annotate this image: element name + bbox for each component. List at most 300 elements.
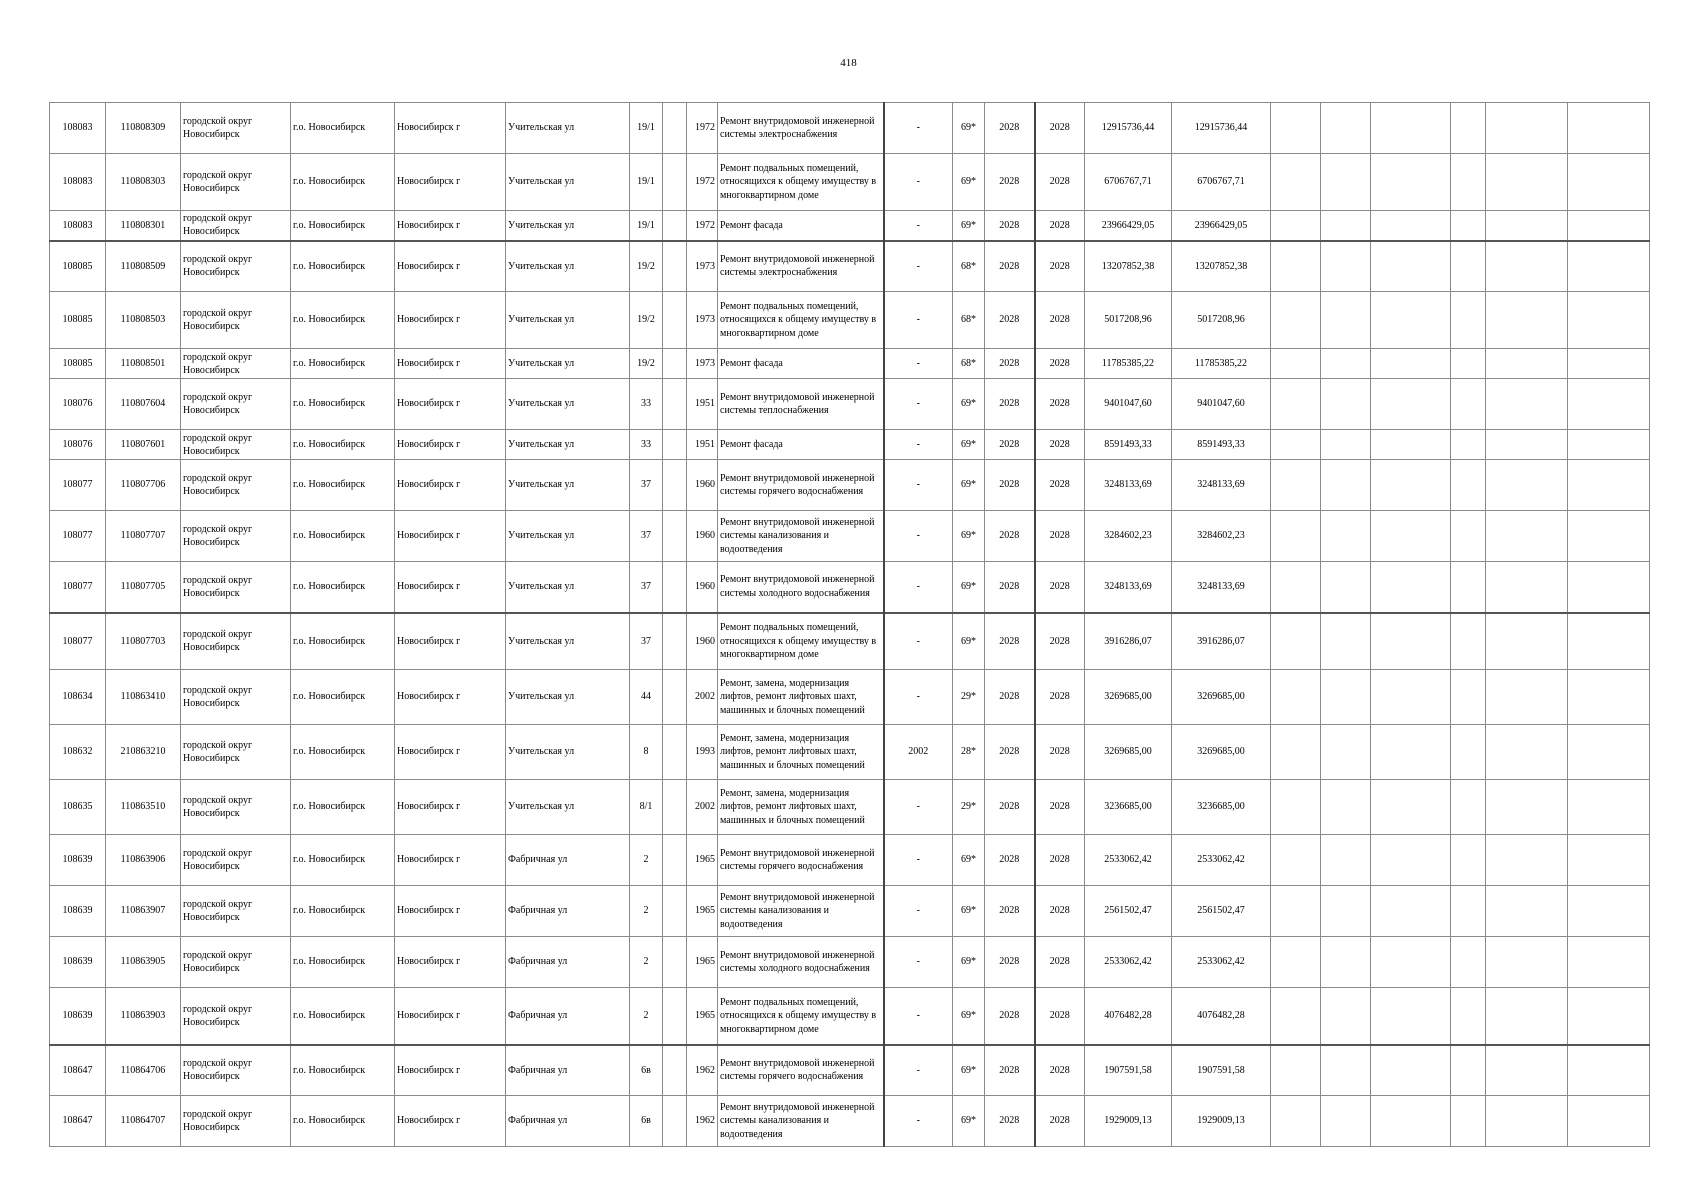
row-wear: 69* (953, 1096, 985, 1147)
row-house: 37 (630, 562, 663, 613)
row-locality: Новосибирск г (395, 511, 506, 562)
row-prev-overhaul-year: - (884, 988, 953, 1045)
row-work-type: Ремонт подвальных помещений, относящихся к общему имуществу в многоквартирном доме (718, 613, 884, 670)
row-blank-c (1321, 886, 1371, 937)
row-cost: 13207852,38 (1085, 241, 1172, 292)
row-district: городской округ Новосибирск (181, 562, 291, 613)
row-blank-f (1486, 349, 1568, 379)
row-street: Учительская ул (506, 349, 630, 379)
row-wear: 69* (953, 1045, 985, 1096)
row-prev-overhaul-year: - (884, 103, 953, 154)
row-id: 108083 (50, 211, 106, 241)
row-district: городской округ Новосибирск (181, 670, 291, 725)
row-district: городской округ Новосибирск (181, 1096, 291, 1147)
row-blank-g (1568, 511, 1650, 562)
row-house: 37 (630, 613, 663, 670)
row-total: 23966429,05 (1172, 211, 1271, 241)
row-cost: 3248133,69 (1085, 562, 1172, 613)
row-total: 3284602,23 (1172, 511, 1271, 562)
row-code: 110808301 (106, 211, 181, 241)
row-work-type: Ремонт внутридомовой инженерной системы горячего водоснабжения (718, 460, 884, 511)
row-street: Учительская ул (506, 154, 630, 211)
row-blank-b (1271, 292, 1321, 349)
row-blank-g (1568, 292, 1650, 349)
row-plan-end: 2028 (1035, 562, 1085, 613)
row-blank-e (1451, 460, 1486, 511)
row-plan-start: 2028 (985, 780, 1035, 835)
row-code: 110807706 (106, 460, 181, 511)
row-blank-b (1271, 1045, 1321, 1096)
row-total: 2561502,47 (1172, 886, 1271, 937)
row-blank-f (1486, 430, 1568, 460)
row-total: 2533062,42 (1172, 937, 1271, 988)
row-blank-d (1371, 937, 1451, 988)
row-blank-g (1568, 1096, 1650, 1147)
row-blank-f (1486, 103, 1568, 154)
row-code: 110808501 (106, 349, 181, 379)
row-blank-f (1486, 988, 1568, 1045)
row-house: 33 (630, 379, 663, 430)
row-prev-overhaul-year: - (884, 937, 953, 988)
row-year: 1960 (687, 460, 718, 511)
row-prev-overhaul-year: - (884, 562, 953, 613)
row-plan-end: 2028 (1035, 241, 1085, 292)
row-plan-start: 2028 (985, 349, 1035, 379)
row-blank-a (663, 613, 687, 670)
row-blank-d (1371, 613, 1451, 670)
row-locality: Новосибирск г (395, 988, 506, 1045)
row-district: городской округ Новосибирск (181, 613, 291, 670)
row-prev-overhaul-year: - (884, 886, 953, 937)
row-plan-start: 2028 (985, 430, 1035, 460)
row-blank-c (1321, 725, 1371, 780)
row-total: 2533062,42 (1172, 835, 1271, 886)
row-code: 110863510 (106, 780, 181, 835)
row-year: 2002 (687, 670, 718, 725)
row-municipality: г.о. Новосибирск (291, 613, 395, 670)
row-total: 3248133,69 (1172, 562, 1271, 613)
row-blank-e (1451, 511, 1486, 562)
row-blank-e (1451, 241, 1486, 292)
row-id: 108077 (50, 511, 106, 562)
row-blank-c (1321, 988, 1371, 1045)
row-district: городской округ Новосибирск (181, 379, 291, 430)
row-blank-c (1321, 379, 1371, 430)
table-row (50, 292, 1650, 349)
row-work-type: Ремонт подвальных помещений, относящихся к общему имуществу в многоквартирном доме (718, 292, 884, 349)
row-locality: Новосибирск г (395, 937, 506, 988)
row-blank-e (1451, 154, 1486, 211)
row-wear: 69* (953, 988, 985, 1045)
row-total: 9401047,60 (1172, 379, 1271, 430)
table-row (50, 379, 1650, 430)
row-prev-overhaul-year: - (884, 1096, 953, 1147)
row-work-type: Ремонт фасада (718, 349, 884, 379)
row-code: 110807703 (106, 613, 181, 670)
row-blank-b (1271, 670, 1321, 725)
row-blank-a (663, 460, 687, 511)
row-id: 108077 (50, 460, 106, 511)
row-district: городской округ Новосибирск (181, 460, 291, 511)
row-code: 110807707 (106, 511, 181, 562)
row-blank-g (1568, 988, 1650, 1045)
row-work-type: Ремонт внутридомовой инженерной системы холодного водоснабжения (718, 937, 884, 988)
row-blank-f (1486, 379, 1568, 430)
row-id: 108647 (50, 1045, 106, 1096)
row-year: 1960 (687, 613, 718, 670)
row-blank-b (1271, 349, 1321, 379)
row-plan-end: 2028 (1035, 988, 1085, 1045)
row-municipality: г.о. Новосибирск (291, 1045, 395, 1096)
row-prev-overhaul-year: - (884, 349, 953, 379)
row-year: 1972 (687, 103, 718, 154)
row-id: 108083 (50, 154, 106, 211)
row-plan-end: 2028 (1035, 349, 1085, 379)
row-blank-d (1371, 1045, 1451, 1096)
row-id: 108639 (50, 937, 106, 988)
row-plan-end: 2028 (1035, 292, 1085, 349)
row-wear: 69* (953, 835, 985, 886)
row-house: 2 (630, 988, 663, 1045)
row-house: 37 (630, 511, 663, 562)
row-blank-e (1451, 292, 1486, 349)
row-blank-g (1568, 725, 1650, 780)
row-blank-d (1371, 211, 1451, 241)
row-municipality: г.о. Новосибирск (291, 103, 395, 154)
row-cost: 12915736,44 (1085, 103, 1172, 154)
row-plan-start: 2028 (985, 292, 1035, 349)
row-street: Фабричная ул (506, 937, 630, 988)
row-wear: 69* (953, 103, 985, 154)
row-id: 108639 (50, 886, 106, 937)
row-prev-overhaul-year: - (884, 511, 953, 562)
row-work-type: Ремонт подвальных помещений, относящихся к общему имуществу в многоквартирном доме (718, 154, 884, 211)
row-blank-e (1451, 937, 1486, 988)
row-year: 1973 (687, 349, 718, 379)
row-year: 1960 (687, 562, 718, 613)
row-total: 3248133,69 (1172, 460, 1271, 511)
row-blank-c (1321, 613, 1371, 670)
row-street: Учительская ул (506, 292, 630, 349)
row-plan-end: 2028 (1035, 460, 1085, 511)
row-plan-start: 2028 (985, 211, 1035, 241)
row-blank-b (1271, 1096, 1321, 1147)
row-locality: Новосибирск г (395, 1096, 506, 1147)
row-work-type: Ремонт внутридомовой инженерной системы холодного водоснабжения (718, 562, 884, 613)
row-house: 37 (630, 460, 663, 511)
row-house: 19/2 (630, 241, 663, 292)
row-cost: 11785385,22 (1085, 349, 1172, 379)
row-work-type: Ремонт, замена, модернизация лифтов, ремонт лифтовых шахт, машинных и блочных помещений (718, 725, 884, 780)
row-work-type: Ремонт, замена, модернизация лифтов, ремонт лифтовых шахт, машинных и блочных помещений (718, 780, 884, 835)
row-house: 6в (630, 1096, 663, 1147)
row-blank-c (1321, 292, 1371, 349)
row-blank-g (1568, 349, 1650, 379)
row-plan-end: 2028 (1035, 511, 1085, 562)
row-cost: 2533062,42 (1085, 937, 1172, 988)
row-blank-d (1371, 780, 1451, 835)
row-work-type: Ремонт внутридомовой инженерной системы электроснабжения (718, 103, 884, 154)
row-cost: 3248133,69 (1085, 460, 1172, 511)
row-locality: Новосибирск г (395, 1045, 506, 1096)
row-blank-c (1321, 835, 1371, 886)
row-plan-end: 2028 (1035, 430, 1085, 460)
row-blank-g (1568, 613, 1650, 670)
row-blank-a (663, 988, 687, 1045)
row-house: 33 (630, 430, 663, 460)
row-id: 108076 (50, 430, 106, 460)
row-work-type: Ремонт внутридомовой инженерной системы электроснабжения (718, 241, 884, 292)
row-wear: 68* (953, 292, 985, 349)
row-house: 19/2 (630, 349, 663, 379)
row-plan-start: 2028 (985, 988, 1035, 1045)
row-plan-start: 2028 (985, 1096, 1035, 1147)
row-blank-g (1568, 1045, 1650, 1096)
page-number: 418 (840, 57, 857, 69)
row-house: 44 (630, 670, 663, 725)
row-blank-f (1486, 460, 1568, 511)
row-district: городской округ Новосибирск (181, 103, 291, 154)
table-row (50, 613, 1650, 670)
row-street: Учительская ул (506, 379, 630, 430)
row-blank-d (1371, 241, 1451, 292)
row-municipality: г.о. Новосибирск (291, 154, 395, 211)
row-blank-a (663, 1045, 687, 1096)
row-blank-g (1568, 886, 1650, 937)
row-year: 1965 (687, 835, 718, 886)
row-district: городской округ Новосибирск (181, 1045, 291, 1096)
row-total: 3269685,00 (1172, 725, 1271, 780)
row-district: городской округ Новосибирск (181, 780, 291, 835)
row-district: городской округ Новосибирск (181, 937, 291, 988)
row-blank-d (1371, 154, 1451, 211)
row-total: 3269685,00 (1172, 670, 1271, 725)
row-municipality: г.о. Новосибирск (291, 937, 395, 988)
row-blank-f (1486, 670, 1568, 725)
row-municipality: г.о. Новосибирск (291, 725, 395, 780)
row-blank-c (1321, 430, 1371, 460)
row-work-type: Ремонт внутридомовой инженерной системы теплоснабжения (718, 379, 884, 430)
row-blank-f (1486, 937, 1568, 988)
row-house: 19/2 (630, 292, 663, 349)
row-id: 108083 (50, 103, 106, 154)
row-plan-start: 2028 (985, 670, 1035, 725)
row-plan-end: 2028 (1035, 1045, 1085, 1096)
row-plan-end: 2028 (1035, 670, 1085, 725)
table-row (50, 211, 1650, 241)
row-work-type: Ремонт, замена, модернизация лифтов, ремонт лифтовых шахт, машинных и блочных помещений (718, 670, 884, 725)
row-wear: 69* (953, 613, 985, 670)
row-locality: Новосибирск г (395, 886, 506, 937)
row-blank-g (1568, 430, 1650, 460)
row-prev-overhaul-year: - (884, 613, 953, 670)
row-year: 1965 (687, 988, 718, 1045)
row-plan-end: 2028 (1035, 725, 1085, 780)
row-blank-d (1371, 1096, 1451, 1147)
row-plan-start: 2028 (985, 379, 1035, 430)
row-cost: 3269685,00 (1085, 670, 1172, 725)
row-blank-c (1321, 937, 1371, 988)
row-id: 108635 (50, 780, 106, 835)
row-year: 1972 (687, 154, 718, 211)
row-cost: 3236685,00 (1085, 780, 1172, 835)
row-code: 110808503 (106, 292, 181, 349)
row-district: городской округ Новосибирск (181, 241, 291, 292)
row-blank-a (663, 562, 687, 613)
row-blank-b (1271, 379, 1321, 430)
row-work-type: Ремонт подвальных помещений, относящихся к общему имуществу в многоквартирном доме (718, 988, 884, 1045)
row-prev-overhaul-year: - (884, 430, 953, 460)
row-wear: 69* (953, 154, 985, 211)
row-year: 1973 (687, 292, 718, 349)
row-blank-f (1486, 154, 1568, 211)
row-district: городской округ Новосибирск (181, 886, 291, 937)
row-cost: 5017208,96 (1085, 292, 1172, 349)
row-year: 1973 (687, 241, 718, 292)
row-blank-a (663, 154, 687, 211)
row-blank-b (1271, 886, 1321, 937)
row-code: 110808303 (106, 154, 181, 211)
row-cost: 1907591,58 (1085, 1045, 1172, 1096)
row-district: городской округ Новосибирск (181, 349, 291, 379)
row-blank-b (1271, 725, 1321, 780)
row-total: 4076482,28 (1172, 988, 1271, 1045)
row-blank-f (1486, 780, 1568, 835)
row-blank-e (1451, 379, 1486, 430)
row-blank-e (1451, 670, 1486, 725)
row-blank-a (663, 349, 687, 379)
row-blank-g (1568, 103, 1650, 154)
row-year: 1951 (687, 430, 718, 460)
row-house: 2 (630, 886, 663, 937)
row-district: городской округ Новосибирск (181, 511, 291, 562)
row-blank-a (663, 103, 687, 154)
row-work-type: Ремонт внутридомовой инженерной системы горячего водоснабжения (718, 1045, 884, 1096)
row-cost: 3916286,07 (1085, 613, 1172, 670)
row-blank-e (1451, 430, 1486, 460)
row-blank-b (1271, 937, 1321, 988)
row-locality: Новосибирск г (395, 670, 506, 725)
row-total: 11785385,22 (1172, 349, 1271, 379)
row-id: 108077 (50, 613, 106, 670)
row-plan-start: 2028 (985, 886, 1035, 937)
row-work-type: Ремонт внутридомовой инженерной системы канализования и водоотведения (718, 511, 884, 562)
row-blank-c (1321, 670, 1371, 725)
row-locality: Новосибирск г (395, 613, 506, 670)
row-plan-end: 2028 (1035, 211, 1085, 241)
row-blank-c (1321, 103, 1371, 154)
row-blank-d (1371, 349, 1451, 379)
row-plan-start: 2028 (985, 725, 1035, 780)
row-municipality: г.о. Новосибирск (291, 511, 395, 562)
table-row (50, 562, 1650, 613)
table-row (50, 835, 1650, 886)
row-id: 108639 (50, 835, 106, 886)
row-blank-c (1321, 460, 1371, 511)
row-wear: 29* (953, 780, 985, 835)
row-locality: Новосибирск г (395, 103, 506, 154)
row-blank-d (1371, 292, 1451, 349)
row-code: 110808309 (106, 103, 181, 154)
row-blank-e (1451, 562, 1486, 613)
row-prev-overhaul-year: - (884, 460, 953, 511)
row-prev-overhaul-year: - (884, 292, 953, 349)
row-blank-g (1568, 379, 1650, 430)
row-blank-a (663, 937, 687, 988)
row-street: Фабричная ул (506, 1045, 630, 1096)
row-blank-d (1371, 670, 1451, 725)
row-blank-b (1271, 780, 1321, 835)
row-locality: Новосибирск г (395, 725, 506, 780)
row-municipality: г.о. Новосибирск (291, 241, 395, 292)
row-municipality: г.о. Новосибирск (291, 379, 395, 430)
row-blank-d (1371, 103, 1451, 154)
row-wear: 69* (953, 211, 985, 241)
row-total: 8591493,33 (1172, 430, 1271, 460)
row-blank-d (1371, 562, 1451, 613)
row-plan-end: 2028 (1035, 780, 1085, 835)
row-wear: 69* (953, 511, 985, 562)
row-blank-f (1486, 211, 1568, 241)
row-year: 1960 (687, 511, 718, 562)
row-blank-d (1371, 835, 1451, 886)
row-house: 19/1 (630, 154, 663, 211)
row-id: 108085 (50, 292, 106, 349)
row-blank-a (663, 241, 687, 292)
row-code: 110863906 (106, 835, 181, 886)
row-year: 1962 (687, 1096, 718, 1147)
row-blank-g (1568, 835, 1650, 886)
row-locality: Новосибирск г (395, 835, 506, 886)
row-code: 110863907 (106, 886, 181, 937)
row-wear: 69* (953, 937, 985, 988)
row-blank-e (1451, 886, 1486, 937)
row-blank-b (1271, 241, 1321, 292)
row-district: городской округ Новосибирск (181, 292, 291, 349)
row-blank-d (1371, 725, 1451, 780)
row-blank-c (1321, 241, 1371, 292)
row-prev-overhaul-year: - (884, 211, 953, 241)
row-work-type: Ремонт фасада (718, 211, 884, 241)
row-plan-start: 2028 (985, 241, 1035, 292)
row-locality: Новосибирск г (395, 349, 506, 379)
row-code: 110863905 (106, 937, 181, 988)
row-district: городской округ Новосибирск (181, 211, 291, 241)
row-blank-b (1271, 460, 1321, 511)
row-wear: 68* (953, 241, 985, 292)
row-street: Учительская ул (506, 670, 630, 725)
row-blank-a (663, 430, 687, 460)
row-blank-e (1451, 1096, 1486, 1147)
row-plan-end: 2028 (1035, 379, 1085, 430)
row-blank-f (1486, 292, 1568, 349)
table-row (50, 1096, 1650, 1147)
row-locality: Новосибирск г (395, 562, 506, 613)
row-locality: Новосибирск г (395, 241, 506, 292)
row-municipality: г.о. Новосибирск (291, 780, 395, 835)
row-blank-b (1271, 154, 1321, 211)
row-blank-c (1321, 154, 1371, 211)
row-blank-a (663, 379, 687, 430)
table-row (50, 241, 1650, 292)
row-blank-d (1371, 886, 1451, 937)
row-blank-d (1371, 430, 1451, 460)
row-locality: Новосибирск г (395, 154, 506, 211)
row-work-type: Ремонт фасада (718, 430, 884, 460)
row-blank-a (663, 511, 687, 562)
row-street: Фабричная ул (506, 988, 630, 1045)
row-blank-e (1451, 988, 1486, 1045)
